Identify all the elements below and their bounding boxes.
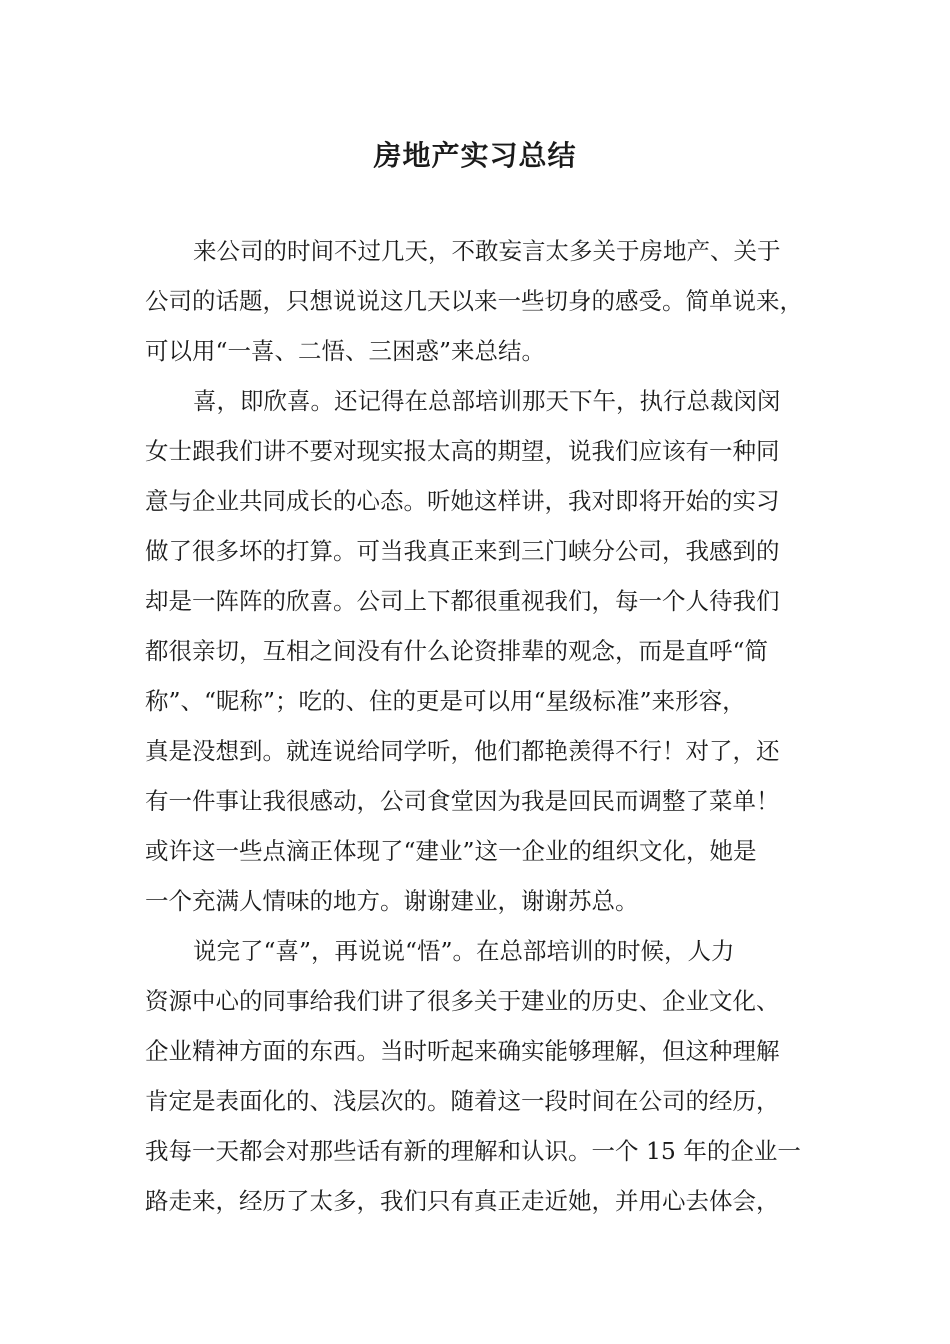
paragraph-2-line-11: 一个充满人情味的地方。谢谢建业，谢谢苏总。 bbox=[145, 887, 639, 915]
paragraph-2-line-10: 或许这一些点滴正体现了“建业”这一企业的组织文化，她是 bbox=[145, 837, 757, 865]
paragraph-2-line-3: 意与企业共同成长的心态。听她这样讲，我对即将开始的实习 bbox=[145, 487, 780, 515]
paragraph-1-line-2: 公司的话题，只想说说这几天以来一些切身的感受。简单说来， bbox=[145, 287, 803, 315]
paragraph-1-line-3: 可以用“一喜、二悟、三困惑”来总结。 bbox=[145, 337, 546, 365]
paragraph-2-line-1: 喜，即欣喜。还记得在总部培训那天下午，执行总裁闵闵 bbox=[193, 387, 781, 415]
paragraph-3-line-6: 路走来，经历了太多，我们只有真正走近她，并用心去体会， bbox=[145, 1187, 780, 1215]
paragraph-2-line-4: 做了很多坏的打算。可当我真正来到三门峡分公司，我感到的 bbox=[145, 537, 780, 565]
document-title: 房地产实习总结 bbox=[373, 139, 577, 172]
paragraph-2-line-9: 有一件事让我很感动，公司食堂因为我是回民而调整了菜单！ bbox=[145, 787, 780, 815]
paragraph-2-line-2: 女士跟我们讲不要对现实报太高的期望，说我们应该有一种同 bbox=[145, 437, 780, 465]
paragraph-3-line-4: 肯定是表面化的、浅层次的。随着这一段时间在公司的经历， bbox=[145, 1087, 780, 1115]
paragraph-3-line-3: 企业精神方面的东西。当时听起来确实能够理解，但这种理解 bbox=[145, 1037, 780, 1065]
paragraph-2-line-5: 却是一阵阵的欣喜。公司上下都很重视我们，每一个人待我们 bbox=[145, 587, 780, 615]
paragraph-3-line-2: 资源中心的同事给我们讲了很多关于建业的历史、企业文化、 bbox=[145, 987, 780, 1015]
paragraph-3-line-5: 我每一天都会对那些话有新的理解和认识。一个 15 年的企业一 bbox=[145, 1137, 801, 1165]
paragraph-1-line-1: 来公司的时间不过几天，不敢妄言太多关于房地产、关于 bbox=[193, 237, 781, 265]
paragraph-2-line-6: 都很亲切，互相之间没有什么论资排辈的观念，而是直呼“简 bbox=[145, 637, 769, 665]
paragraph-2-line-8: 真是没想到。就连说给同学听，他们都艳羡得不行！对了，还 bbox=[145, 737, 780, 765]
paragraph-2-line-7: 称”、“昵称”；吃的、住的更是可以用“星级标准”来形容， bbox=[145, 687, 746, 715]
paragraph-3-line-1: 说完了“喜”，再说说“悟”。在总部培训的时候，人力 bbox=[193, 937, 735, 965]
